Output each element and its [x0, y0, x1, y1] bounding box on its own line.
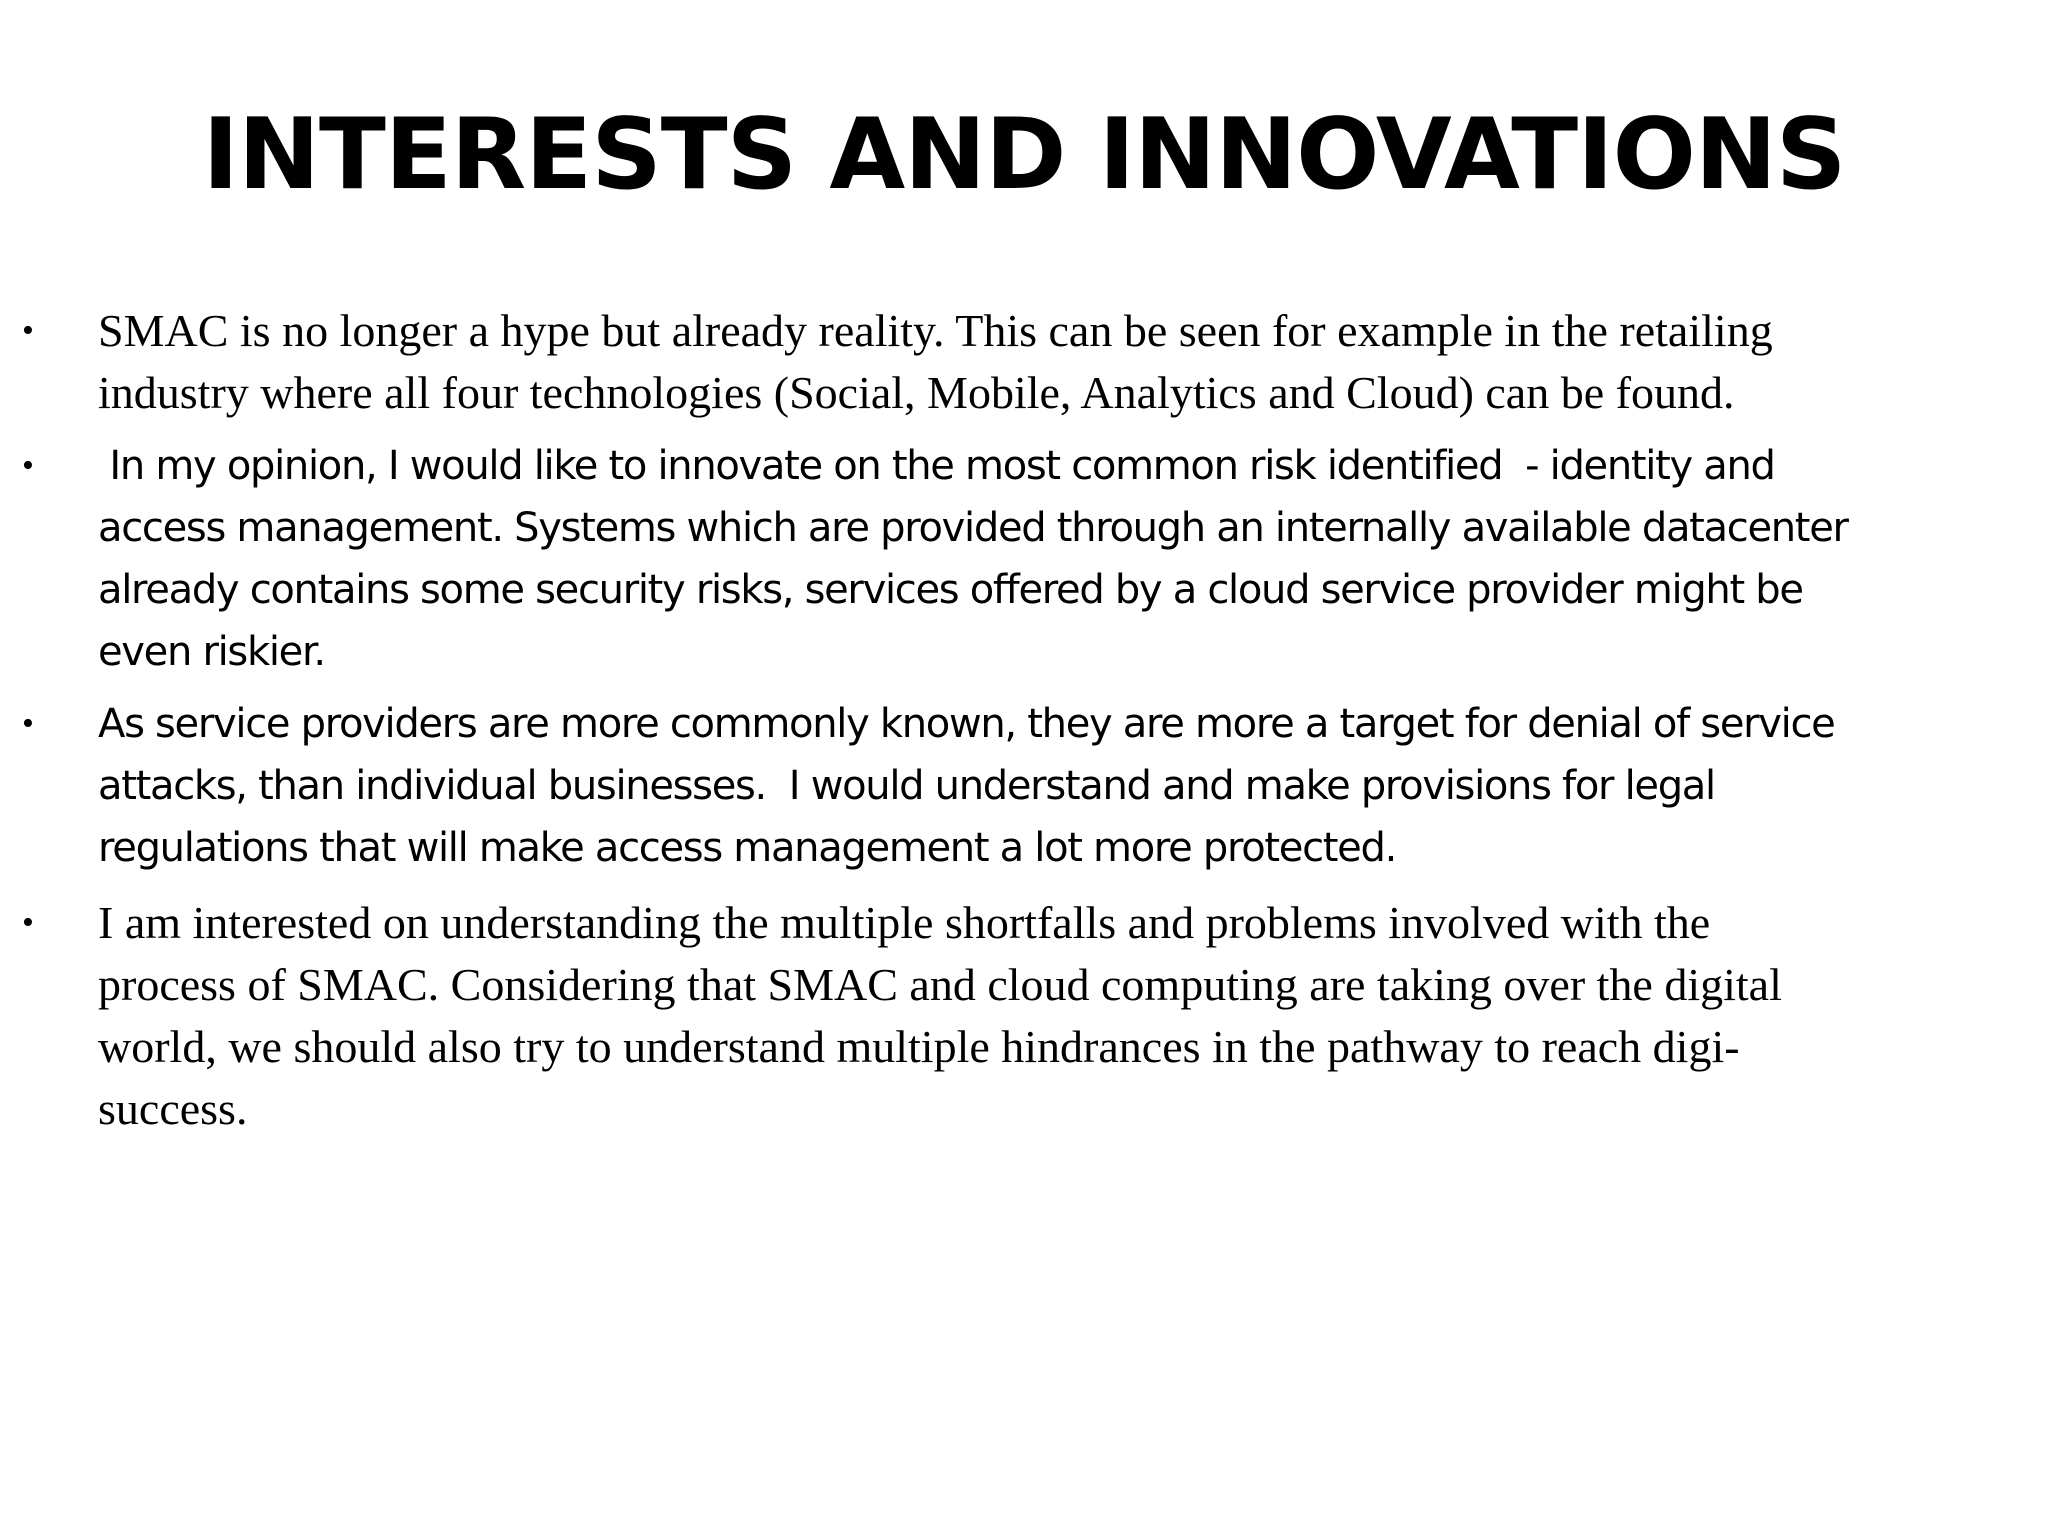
slide-title: INTERESTS AND INNOVATIONS [202, 98, 1846, 212]
bullet-text-line: even riskier. [98, 629, 325, 675]
bullet-marker: • [22, 705, 33, 742]
bullet-marker: • [22, 447, 33, 484]
bullet-text-line: regulations that will make access management a lot more protected. [98, 825, 1396, 871]
bullet-text-line: already contains some security risks, services offered by a cloud service provider might be [98, 567, 1803, 613]
bullet-text-line: success. [98, 1083, 248, 1134]
bullet-item [22, 300, 2038, 424]
bullet-text-line: process of SMAC. Considering that SMAC and cloud computing are taking over the digital [98, 959, 1782, 1010]
bullet-item [22, 435, 2038, 683]
bullet-text-line: In my opinion, I would like to innovate on the most common risk identified - identity and [98, 443, 1775, 489]
bullet-text-line: access management. Systems which are provided through an internally available datacenter [98, 505, 1848, 551]
bullet-item [22, 892, 2038, 1140]
bullet-item [22, 693, 2038, 879]
bullet-text-line: attacks, than individual businesses. I would understand and make provisions for legal [98, 763, 1715, 809]
bullet-marker: • [22, 904, 34, 941]
bullet-text-line: SMAC is no longer a hype but already reality. This can be seen for example in the retailing [98, 305, 1773, 356]
bullet-text-line: I am interested on understanding the multiple shortfalls and problems involved with the [98, 897, 1711, 948]
bullet-text-line: world, we should also try to understand multiple hindrances in the pathway to reach digi- [98, 1021, 1740, 1072]
bullet-text-line: As service providers are more commonly known, they are more a target for denial of service [98, 701, 1835, 747]
bullet-marker: • [22, 312, 34, 349]
bullet-text-line: industry where all four technologies (Social, Mobile, Analytics and Cloud) can be found. [98, 367, 1735, 418]
